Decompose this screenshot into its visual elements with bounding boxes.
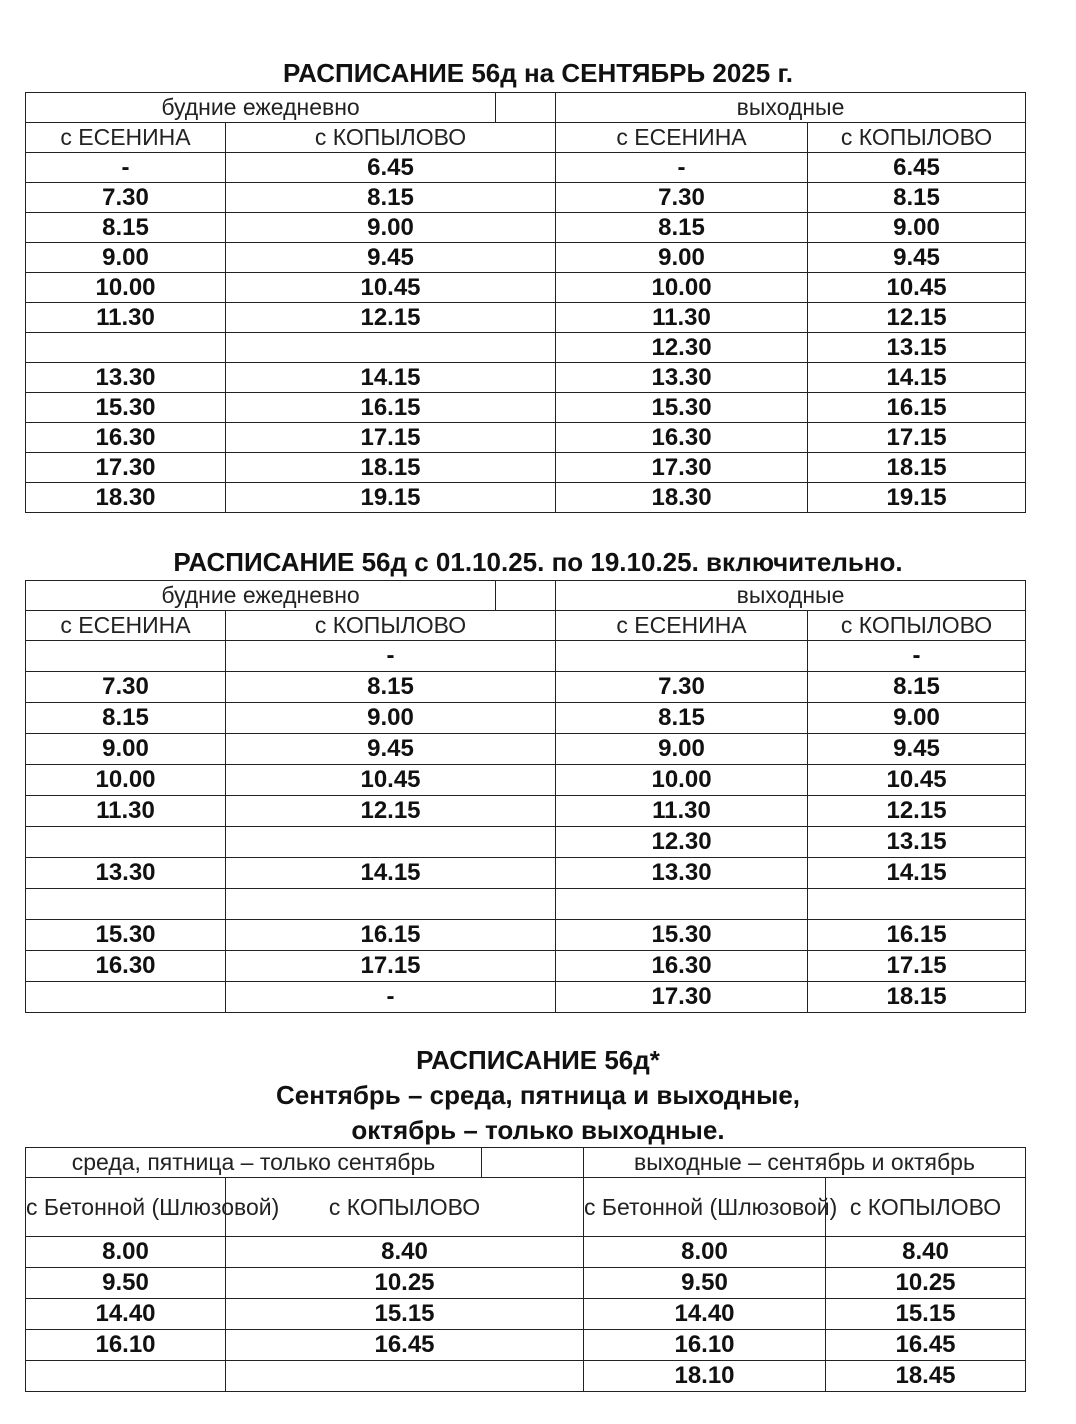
table-row xyxy=(26,243,1026,273)
table-row xyxy=(26,333,1026,363)
time-cell: 11.30 xyxy=(556,796,808,827)
time-cell: 10.25 xyxy=(226,1268,584,1299)
time-cell: 9.00 xyxy=(556,734,808,765)
section2-title: РАСПИСАНИЕ 56д с 01.10.25. по 19.10.25. включительно. xyxy=(173,547,903,577)
table-row xyxy=(26,303,1026,333)
column-header: с ЕСЕНИНА xyxy=(556,123,808,153)
time-cell: 16.30 xyxy=(556,423,808,453)
time-cell: 16.45 xyxy=(826,1330,1026,1361)
time-cell xyxy=(556,889,808,920)
time-cell: 8.00 xyxy=(584,1237,826,1268)
table-row xyxy=(26,423,1026,453)
time-cell: 9.50 xyxy=(584,1268,826,1299)
time-cell: 16.10 xyxy=(584,1330,826,1361)
time-cell: 14.15 xyxy=(808,363,1026,393)
time-cell: 16.15 xyxy=(808,393,1026,423)
time-cell: 12.30 xyxy=(556,333,808,363)
column-header: с КОПЫЛОВО xyxy=(226,123,556,153)
time-cell: 9.45 xyxy=(808,734,1026,765)
time-cell: 10.45 xyxy=(808,273,1026,303)
time-cell: 17.30 xyxy=(556,453,808,483)
table-row xyxy=(26,827,1026,858)
table-row xyxy=(26,796,1026,827)
time-cell: 15.30 xyxy=(556,920,808,951)
table-row xyxy=(26,858,1026,889)
time-cell xyxy=(26,333,226,363)
table-row xyxy=(26,951,1026,982)
time-cell: 17.15 xyxy=(808,951,1026,982)
time-cell: 7.30 xyxy=(26,672,226,703)
table-row xyxy=(26,765,1026,796)
time-cell: 13.30 xyxy=(26,858,226,889)
table-row xyxy=(26,1237,1026,1268)
time-cell: 12.15 xyxy=(808,303,1026,333)
group-header-weekends: выходные xyxy=(556,581,1026,611)
time-cell: 13.30 xyxy=(556,363,808,393)
group-header-weekdays: будние ежедневно xyxy=(26,581,496,611)
time-cell xyxy=(26,641,226,672)
time-cell: 16.10 xyxy=(26,1330,226,1361)
time-cell: 19.15 xyxy=(226,483,556,513)
table-row xyxy=(26,1299,1026,1330)
time-cell: 14.15 xyxy=(226,858,556,889)
time-cell: 16.30 xyxy=(26,951,226,982)
time-cell: 10.45 xyxy=(808,765,1026,796)
time-cell: 10.25 xyxy=(826,1268,1026,1299)
time-cell xyxy=(26,982,226,1013)
time-cell: 11.30 xyxy=(26,303,226,333)
time-cell: 6.45 xyxy=(808,153,1026,183)
time-cell: 8.15 xyxy=(226,183,556,213)
table-row xyxy=(26,641,1026,672)
table-row xyxy=(26,393,1026,423)
column-header: с ЕСЕНИНА xyxy=(26,123,226,153)
time-cell: 18.10 xyxy=(584,1361,826,1392)
time-cell: 10.45 xyxy=(226,765,556,796)
time-cell: 18.30 xyxy=(556,483,808,513)
time-cell: 8.15 xyxy=(808,672,1026,703)
time-cell: 15.15 xyxy=(226,1299,584,1330)
time-cell: 18.30 xyxy=(26,483,226,513)
time-cell: 19.15 xyxy=(808,483,1026,513)
time-cell: 18.45 xyxy=(826,1361,1026,1392)
time-cell: 12.30 xyxy=(556,827,808,858)
time-cell: 15.30 xyxy=(26,920,226,951)
table-row xyxy=(26,889,1026,920)
section3-title-line-2: Сентябрь – среда, пятница и выходные, xyxy=(275,1080,800,1110)
time-cell: 11.30 xyxy=(556,303,808,333)
time-cell: 8.00 xyxy=(26,1237,226,1268)
time-cell: 13.30 xyxy=(556,858,808,889)
section1-title: РАСПИСАНИЕ 56д на СЕНТЯБРЬ 2025 г. xyxy=(283,58,793,88)
time-cell: 10.00 xyxy=(556,273,808,303)
time-cell: 16.30 xyxy=(26,423,226,453)
time-cell: 9.00 xyxy=(226,213,556,243)
time-cell: 7.30 xyxy=(556,183,808,213)
table-row xyxy=(26,1268,1026,1299)
time-cell: 14.15 xyxy=(808,858,1026,889)
group-header-weekdays: будние ежедневно xyxy=(26,93,496,123)
column-header: с Бетонной (Шлюзовой) xyxy=(26,1178,226,1237)
time-cell: 13.15 xyxy=(808,827,1026,858)
time-cell: 17.30 xyxy=(556,982,808,1013)
table-row xyxy=(26,453,1026,483)
time-cell xyxy=(26,827,226,858)
time-cell: 9.45 xyxy=(226,734,556,765)
time-cell: 15.30 xyxy=(556,393,808,423)
time-cell xyxy=(26,889,226,920)
time-cell: 18.15 xyxy=(226,453,556,483)
column-header: с КОПЫЛОВО xyxy=(808,123,1026,153)
column-header: с КОПЫЛОВО xyxy=(226,1178,584,1237)
column-header: с КОПЫЛОВО xyxy=(226,611,556,641)
time-cell xyxy=(226,827,556,858)
time-cell: 13.30 xyxy=(26,363,226,393)
time-cell: 16.15 xyxy=(808,920,1026,951)
column-header: с Бетонной (Шлюзовой) xyxy=(584,1178,826,1237)
time-cell: 12.15 xyxy=(226,796,556,827)
time-cell xyxy=(556,641,808,672)
time-cell: 15.30 xyxy=(26,393,226,423)
table-row xyxy=(26,483,1026,513)
spacer-cell xyxy=(496,93,556,123)
time-cell xyxy=(226,1361,584,1392)
table-row xyxy=(26,213,1026,243)
time-cell: 8.15 xyxy=(556,213,808,243)
table-row xyxy=(26,703,1026,734)
schedule-table-betonnaya xyxy=(25,1147,1026,1392)
table-row xyxy=(26,363,1026,393)
time-cell: 18.15 xyxy=(808,982,1026,1013)
time-cell: 14.40 xyxy=(26,1299,226,1330)
section3-title-line-1: РАСПИСАНИЕ 56д* xyxy=(416,1045,660,1075)
schedule-table-september xyxy=(25,92,1026,513)
time-cell: 7.30 xyxy=(26,183,226,213)
time-cell: 8.15 xyxy=(808,183,1026,213)
time-cell: 14.15 xyxy=(226,363,556,393)
time-cell: 16.45 xyxy=(226,1330,584,1361)
time-cell: 11.30 xyxy=(26,796,226,827)
time-cell: 15.15 xyxy=(826,1299,1026,1330)
column-header: с ЕСЕНИНА xyxy=(26,611,226,641)
time-cell: 9.00 xyxy=(556,243,808,273)
table-row xyxy=(26,1361,1026,1392)
time-cell: - xyxy=(26,153,226,183)
time-cell: 16.30 xyxy=(556,951,808,982)
table-row xyxy=(26,273,1026,303)
time-cell: - xyxy=(226,982,556,1013)
time-cell: 18.15 xyxy=(808,453,1026,483)
time-cell: 9.00 xyxy=(26,243,226,273)
time-cell: 10.00 xyxy=(26,765,226,796)
time-cell: 12.15 xyxy=(226,303,556,333)
time-cell: 9.00 xyxy=(808,703,1026,734)
time-cell: - xyxy=(556,153,808,183)
time-cell: 16.15 xyxy=(226,920,556,951)
time-cell: 14.40 xyxy=(584,1299,826,1330)
time-cell: 17.15 xyxy=(226,423,556,453)
time-cell: 17.30 xyxy=(26,453,226,483)
time-cell xyxy=(26,1361,226,1392)
time-cell: 8.40 xyxy=(826,1237,1026,1268)
time-cell: 9.00 xyxy=(226,703,556,734)
time-cell xyxy=(226,889,556,920)
column-header: с ЕСЕНИНА xyxy=(556,611,808,641)
time-cell: 17.15 xyxy=(808,423,1026,453)
table-row xyxy=(26,982,1026,1013)
time-cell: 10.45 xyxy=(226,273,556,303)
table-row xyxy=(26,183,1026,213)
group-header-weekends: выходные xyxy=(556,93,1026,123)
section3-title-line-3: октябрь – только выходные. xyxy=(351,1115,725,1145)
time-cell: 10.00 xyxy=(556,765,808,796)
column-header: с КОПЫЛОВО xyxy=(808,611,1026,641)
group-header-wed-fri: среда, пятница – только сентябрь xyxy=(26,1148,482,1178)
time-cell: 9.50 xyxy=(26,1268,226,1299)
time-cell: 9.00 xyxy=(808,213,1026,243)
group-header-weekends: выходные – сентябрь и октябрь xyxy=(584,1148,1026,1178)
schedule-table-october xyxy=(25,580,1026,1013)
time-cell: 10.00 xyxy=(26,273,226,303)
time-cell: 8.15 xyxy=(226,672,556,703)
table-row xyxy=(26,672,1026,703)
column-header: с КОПЫЛОВО xyxy=(826,1178,1026,1237)
time-cell: 6.45 xyxy=(226,153,556,183)
time-cell: 9.00 xyxy=(26,734,226,765)
time-cell: - xyxy=(226,641,556,672)
time-cell xyxy=(226,333,556,363)
time-cell xyxy=(808,889,1026,920)
time-cell: 8.15 xyxy=(26,213,226,243)
spacer-cell xyxy=(482,1148,584,1178)
time-cell: 8.15 xyxy=(556,703,808,734)
time-cell: 13.15 xyxy=(808,333,1026,363)
table-row xyxy=(26,734,1026,765)
time-cell: 8.40 xyxy=(226,1237,584,1268)
time-cell: 9.45 xyxy=(808,243,1026,273)
table-row xyxy=(26,920,1026,951)
time-cell: 16.15 xyxy=(226,393,556,423)
time-cell: 12.15 xyxy=(808,796,1026,827)
table-row xyxy=(26,1330,1026,1361)
time-cell: 7.30 xyxy=(556,672,808,703)
spacer-cell xyxy=(496,581,556,611)
time-cell: - xyxy=(808,641,1026,672)
time-cell: 17.15 xyxy=(226,951,556,982)
time-cell: 8.15 xyxy=(26,703,226,734)
time-cell: 9.45 xyxy=(226,243,556,273)
table-row xyxy=(26,153,1026,183)
